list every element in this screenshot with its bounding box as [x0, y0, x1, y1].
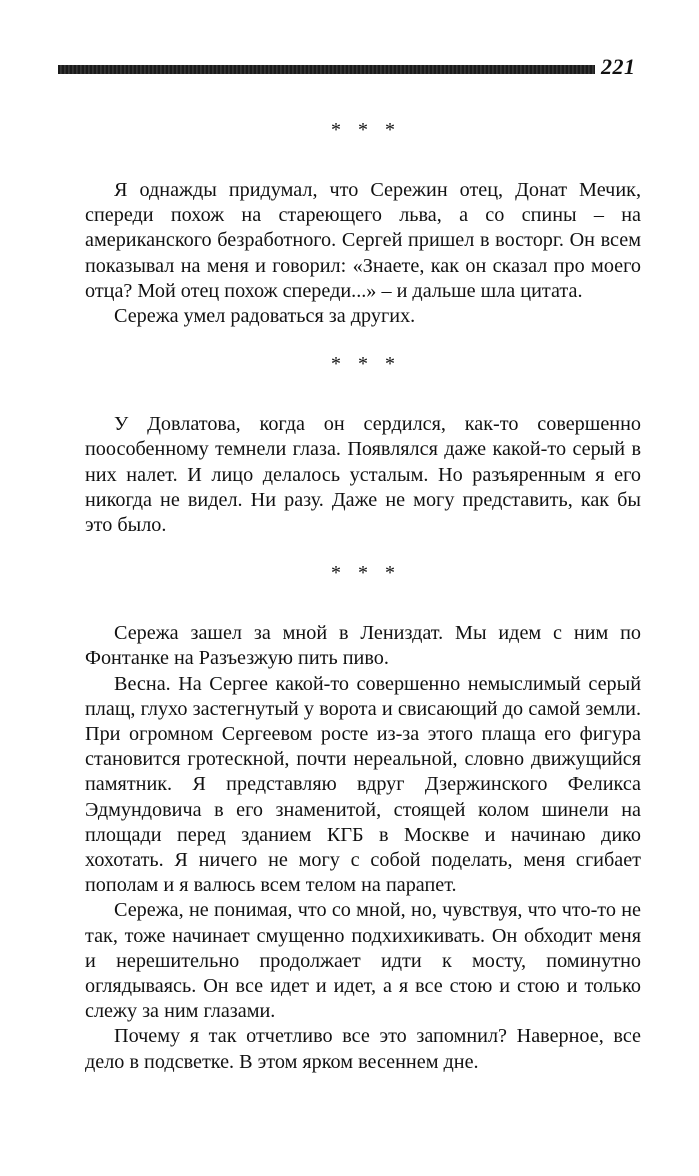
section: [85, 563, 641, 1075]
page-number: 221: [601, 54, 636, 79]
paragraph: Сережа зашел за мной в Лениздат. Мы идем с ним по Фонтанке на Разъезжую пить пиво.: [85, 622, 641, 670]
paragraph: Сережа, не понимая, что со мной, но, чувствуя, что что-то не так, тоже начинает смущенно подхихикивать. Он обходит меня и нерешительно продолжает идти к мосту, поминутно оглядываясь. Он все идет и идет, а я все стою и стою и только слежу за ним глазами.: [85, 899, 641, 1023]
paragraph: Сережа умел радоваться за других.: [114, 305, 416, 328]
section-separator: * * *: [331, 119, 401, 141]
paragraph: Весна. На Сергее какой-то совершенно немыслимый серый плащ, глухо застегнутый у ворота и свисающий до самой земли. При огромном Сергеевом росте из-за этого плаща его фигура становится гротескной, почти нереальной, словно движущийся памятник. Я представляю вдруг Дзержинского Феликса Эдмундовича в его знаменитой, стоящей колом шинели на площади перед зданием КГБ в Москве и начинаю дико хохотать. Я ничего не могу с собой поделать, меня сгибает пополам и я валюсь всем телом на парапет.: [85, 672, 641, 897]
paragraph: Я однажды придумал, что Сережин отец, Донат Мечик, спереди похож на стареющего льва, а со спины – на американского безработного. Сергей пришел в восторг. Он всем показывал на меня и говорил: «Знаете, как он сказал про моего отца? Мой отец похож спереди...» – и дальше шла цитата.: [85, 179, 641, 302]
section: [85, 120, 641, 329]
paragraph: У Довлатова, когда он сердился, как-то совершенно поособенному темнели глаза. Появлялся даже какой-то серый в них налет. И лицо делалось усталым. Но разъяренным я его никогда не видел. Ни разу. Даже не могу представить, как бы это было.: [85, 413, 641, 537]
section-separator: * * *: [331, 562, 401, 585]
paragraph: Почему я так отчетливо все это запомнил? Наверное, все дело в подсветке. В этом ярком весеннем дне.: [85, 1025, 641, 1073]
section-separator: * * *: [331, 353, 401, 376]
section: [85, 354, 641, 538]
text-column: [85, 112, 641, 1075]
header-rule: [58, 65, 595, 74]
